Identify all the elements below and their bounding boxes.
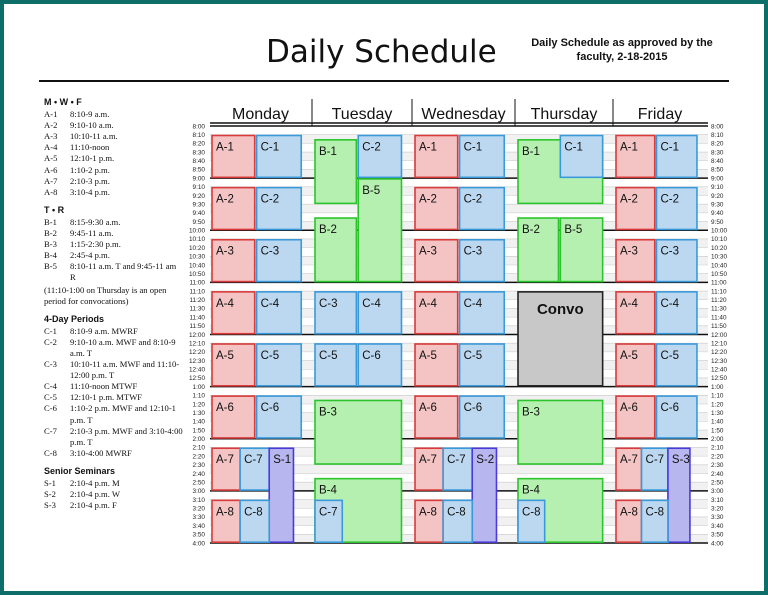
time-label-left: 3:40 (192, 522, 205, 530)
time-label-left: 2:40 (192, 470, 205, 478)
time-label-left: 10:50 (189, 270, 205, 278)
time-label-left: 12:50 (189, 375, 205, 383)
period-label: C-4 (660, 297, 680, 310)
time-label-right: 1:10 (711, 392, 724, 400)
legend-text: 11:10-noon MTWF (70, 381, 138, 392)
legend-text: 2:10-4 p.m. M (70, 478, 120, 488)
time-label-right: 12:50 (711, 375, 727, 383)
time-label-left: 11:00 (189, 279, 205, 287)
time-label-left: 9:40 (192, 210, 205, 218)
period-label: A-1 (620, 141, 638, 154)
time-label-right: 8:30 (711, 149, 724, 157)
period-label: C-7 (319, 506, 338, 519)
time-label-right: 10:00 (711, 227, 727, 235)
legend-code: C-4 (44, 381, 57, 392)
period-label: A-3 (216, 245, 234, 258)
time-label-right: 3:30 (711, 514, 724, 522)
legend-text: 11:10-noon (70, 142, 110, 153)
day-header: Wednesday (421, 106, 506, 123)
period-label: A-1 (216, 141, 234, 154)
time-label-right: 10:10 (711, 236, 727, 244)
period-label: C-6 (463, 402, 483, 415)
period-label: A-7 (216, 454, 234, 467)
legend-text: 2:10-4 p.m. W (70, 489, 120, 500)
legend-code: B-2 (44, 228, 57, 239)
period-label: B-1 (319, 145, 337, 158)
time-label-left: 12:30 (189, 357, 205, 365)
period-label: A-7 (620, 454, 638, 467)
time-label-right: 10:20 (711, 244, 727, 252)
period-label: B-3 (319, 406, 337, 419)
period-label: B-1 (522, 145, 540, 158)
period-label: A-6 (419, 402, 437, 415)
time-label-left: 10:10 (189, 236, 205, 244)
day-header: Friday (637, 106, 683, 123)
approval-note: Daily Schedule as approved by the faculty, 2-18-2015 (531, 37, 713, 63)
period-label: S-2 (476, 454, 495, 467)
period-label: C-6 (660, 402, 680, 415)
legend-section-title: 4-Day Periods (44, 313, 105, 324)
time-label-right: 8:00 (711, 123, 724, 131)
period-label: C-8 (522, 506, 541, 519)
time-label-left: 8:30 (192, 149, 205, 157)
time-label-right: 11:30 (711, 305, 727, 313)
time-label-left: 10:00 (189, 227, 205, 235)
period-label: C-7 (447, 454, 466, 467)
period-label: A-2 (216, 193, 234, 206)
day-header: Monday (232, 106, 289, 123)
time-label-left: 1:40 (192, 418, 205, 426)
period-label: C-8 (244, 506, 263, 519)
legend-text: 9:10-10 a.m. MWF and 8:10-9 a.m. T (70, 336, 176, 358)
period-label: B-2 (319, 224, 337, 237)
time-label-left: 9:20 (192, 192, 205, 200)
time-label-right: 12:40 (711, 366, 727, 374)
legend-text: 2:10-3 p.m. (70, 175, 110, 186)
legend-code: B-3 (44, 239, 57, 250)
legend-code: A-6 (44, 164, 58, 175)
legend-code: B-5 (44, 261, 57, 272)
period-label: C-5 (660, 349, 680, 362)
legend-text: 2:45-4 p.m. (70, 250, 110, 261)
legend-code: C-8 (44, 447, 57, 458)
time-label-right: 10:30 (711, 253, 727, 261)
legend-code: C-6 (44, 403, 57, 414)
period-label: S-3 (671, 454, 690, 467)
legend-text: 2:10-4 p.m. F (70, 500, 117, 511)
period-label: B-5 (362, 184, 381, 197)
time-label-left: 2:30 (192, 462, 205, 470)
period-label: A-6 (216, 402, 234, 415)
legend-text: 8:10-11 a.m. T and 9:45-11 am R (70, 261, 177, 283)
time-label-left: 1:00 (192, 383, 205, 391)
time-label-left: 8:00 (192, 123, 205, 131)
time-label-right: 12:20 (711, 349, 727, 357)
period-label: A-3 (620, 245, 638, 258)
time-label-right: 9:40 (711, 210, 724, 218)
time-label-left: 2:20 (192, 453, 205, 461)
legend-text: 1:10-2 p.m. (70, 164, 110, 175)
time-label-right: 1:00 (711, 383, 724, 391)
legend-note: (11:10-1:00 on Thursday is an open period for convocations) (44, 284, 167, 306)
legend-code: C-5 (44, 392, 57, 403)
period-label: A-8 (620, 506, 638, 519)
period-label: C-7 (645, 454, 665, 467)
time-label-right: 11:00 (711, 279, 727, 287)
time-label-right: 8:10 (711, 131, 724, 139)
period-label: C-2 (260, 193, 280, 206)
legend-code: A-7 (44, 175, 58, 186)
time-label-left: 2:00 (192, 436, 205, 444)
period-label: A-4 (216, 297, 234, 310)
time-label-left: 3:10 (192, 496, 205, 504)
time-label-right: 3:00 (711, 488, 724, 496)
period-label: C-5 (260, 349, 280, 362)
time-label-right: 9:20 (711, 192, 724, 200)
time-label-left: 11:50 (189, 323, 205, 331)
time-label-right: 2:20 (711, 453, 724, 461)
period-label: A-2 (620, 193, 638, 206)
period-label: C-3 (463, 245, 483, 258)
legend-section-title: M • W • F (44, 97, 82, 107)
time-label-left: 9:30 (192, 201, 205, 209)
legend-text: 3:10-4:00 MWRF (70, 447, 132, 458)
time-label-left: 3:50 (192, 531, 205, 539)
period-label: B-3 (522, 406, 540, 419)
period-label: A-1 (419, 141, 437, 154)
time-label-left: 3:00 (192, 488, 205, 496)
time-label-right: 4:00 (711, 540, 724, 548)
period-label: Convo (536, 300, 584, 318)
page-title: Daily Schedule (266, 34, 497, 70)
legend-text: 10:10-11 a.m. MWF and 11:10-12:00 p.m. T (70, 359, 180, 381)
time-label-right: 12:00 (711, 331, 727, 339)
time-label-left: 8:10 (192, 131, 205, 139)
time-label-right: 3:50 (711, 531, 724, 539)
period-label: C-7 (244, 454, 263, 467)
time-label-right: 9:10 (711, 184, 724, 192)
period-label: C-8 (645, 506, 665, 519)
time-label-left: 10:40 (189, 262, 205, 270)
legend-code: C-7 (44, 425, 57, 436)
period-label: C-3 (260, 245, 280, 258)
legend-section-title: T • R (44, 204, 65, 215)
period-label: C-4 (362, 297, 381, 310)
period-label: A-2 (419, 193, 437, 206)
period-label: C-2 (362, 141, 381, 154)
time-label-left: 11:20 (189, 297, 205, 305)
legend-code: A-5 (44, 153, 58, 164)
legend-code: C-1 (44, 325, 57, 336)
period-label: A-7 (419, 454, 437, 467)
period-label: C-3 (660, 245, 680, 258)
time-label-left: 8:50 (192, 166, 205, 174)
time-label-right: 8:50 (711, 166, 724, 174)
time-label-right: 2:50 (711, 479, 724, 487)
time-label-right: 8:20 (711, 140, 724, 148)
period-label: C-5 (319, 349, 338, 362)
time-label-left: 12:20 (189, 349, 205, 357)
time-label-left: 3:20 (192, 505, 205, 513)
legend-text: 1:15-2:30 p.m. (70, 239, 121, 250)
time-label-right: 9:50 (711, 218, 724, 226)
time-label-right: 2:10 (711, 444, 724, 452)
period-label: C-4 (463, 297, 483, 310)
time-label-left: 12:40 (189, 366, 205, 374)
period-label: S-1 (273, 454, 292, 467)
legend-code: S-3 (44, 500, 56, 511)
period-label: C-1 (260, 141, 280, 154)
period-label: C-6 (362, 349, 381, 362)
time-label-left: 9:00 (192, 175, 205, 183)
time-label-right: 2:40 (711, 470, 724, 478)
legend-text: 8:10-9 a.m. (70, 109, 110, 120)
period-label: B-4 (319, 484, 337, 497)
legend-code: S-2 (44, 489, 56, 500)
period-label: A-4 (620, 297, 638, 310)
time-label-right: 8:40 (711, 158, 724, 166)
legend-text: 3:10-4 p.m. (70, 186, 110, 197)
time-label-right: 10:40 (711, 262, 727, 270)
legend-text: 8:10-9 a.m. MWRF (70, 325, 138, 336)
time-label-right: 9:00 (711, 175, 724, 183)
time-label-right: 12:30 (711, 357, 727, 365)
legend-text: 8:15-9:30 a.m. (70, 216, 121, 227)
legend-code: B-4 (44, 250, 57, 261)
legend-text: 1:10-2 p.m. MWF and 12:10-1 p.m. T (70, 403, 176, 425)
time-label-left: 1:10 (192, 392, 205, 400)
time-label-left: 9:50 (192, 218, 205, 226)
period-label: A-5 (419, 349, 437, 362)
time-label-left: 11:10 (189, 288, 205, 296)
time-label-left: 12:00 (189, 331, 205, 339)
period-label: A-4 (419, 297, 437, 310)
legend-text: 9:10-10 a.m. (70, 120, 114, 131)
time-label-left: 10:20 (189, 244, 205, 252)
period-label: C-8 (447, 506, 466, 519)
period-label: B-5 (564, 224, 583, 237)
time-label-right: 11:40 (711, 314, 727, 322)
time-label-left: 1:30 (192, 409, 205, 417)
time-label-right: 9:30 (711, 201, 724, 209)
time-label-left: 4:00 (192, 540, 205, 548)
legend-code: B-1 (44, 216, 57, 227)
period-label: B-4 (522, 484, 540, 497)
period-label: A-8 (419, 506, 437, 519)
period-label: C-2 (660, 193, 680, 206)
time-label-left: 1:20 (192, 401, 205, 409)
time-label-left: 11:40 (189, 314, 205, 322)
period-label: A-6 (620, 402, 638, 415)
time-label-right: 1:50 (711, 427, 724, 435)
time-label-left: 9:10 (192, 184, 205, 192)
legend-code: C-3 (44, 359, 57, 370)
time-label-left: 2:50 (192, 479, 205, 487)
legend-text: 10:10-11 a.m. (70, 131, 118, 142)
legend-code: A-3 (44, 131, 58, 142)
legend-text: 12:10-1 p.m. (70, 153, 115, 164)
time-label-left: 8:20 (192, 140, 205, 148)
period-label: A-3 (419, 245, 437, 258)
period-label: C-5 (463, 349, 483, 362)
period-label: C-1 (564, 141, 583, 154)
legend-text: 12:10-1 p.m. MTWF (70, 392, 143, 403)
legend-text: 9:45-11 a.m. (70, 228, 114, 239)
time-label-left: 1:50 (192, 427, 205, 435)
legend-code: S-1 (44, 478, 56, 488)
time-label-right: 3:40 (711, 522, 724, 530)
time-label-right: 2:30 (711, 462, 724, 470)
time-label-right: 12:10 (711, 340, 727, 348)
period-label: C-4 (260, 297, 280, 310)
time-label-left: 2:10 (192, 444, 205, 452)
time-label-left: 11:30 (189, 305, 205, 313)
time-label-right: 3:10 (711, 496, 724, 504)
period-label: C-1 (463, 141, 483, 154)
time-label-right: 1:20 (711, 401, 724, 409)
time-label-right: 3:20 (711, 505, 724, 513)
legend-code: A-2 (44, 120, 58, 131)
time-label-right: 10:50 (711, 270, 727, 278)
period-label: C-6 (260, 402, 280, 415)
time-label-left: 8:40 (192, 158, 205, 166)
legend-code: A-8 (44, 186, 58, 197)
time-label-right: 11:10 (711, 288, 727, 296)
time-label-right: 1:30 (711, 409, 724, 417)
time-label-right: 11:50 (711, 323, 727, 331)
legend-code: A-1 (44, 109, 58, 120)
time-label-right: 11:20 (711, 297, 727, 305)
time-label-right: 2:00 (711, 436, 724, 444)
time-label-left: 3:30 (192, 514, 205, 522)
legend-section-title: Senior Seminars (44, 465, 116, 476)
time-label-left: 12:10 (189, 340, 205, 348)
period-label: A-5 (216, 349, 234, 362)
day-header: Tuesday (331, 106, 393, 123)
period-label: C-3 (319, 297, 338, 310)
period-label: C-2 (463, 193, 483, 206)
time-label-right: 1:40 (711, 418, 724, 426)
legend-text: 2:10-3 p.m. MWF and 3:10-4:00 p.m. T (70, 425, 183, 447)
period-label: B-2 (522, 224, 540, 237)
time-label-left: 10:30 (189, 253, 205, 261)
period-label: C-1 (660, 141, 680, 154)
day-header: Thursday (530, 106, 598, 123)
legend-code: C-2 (44, 336, 57, 347)
period-label: A-8 (216, 506, 234, 519)
legend-code: A-4 (44, 142, 58, 153)
period-label: A-5 (620, 349, 638, 362)
